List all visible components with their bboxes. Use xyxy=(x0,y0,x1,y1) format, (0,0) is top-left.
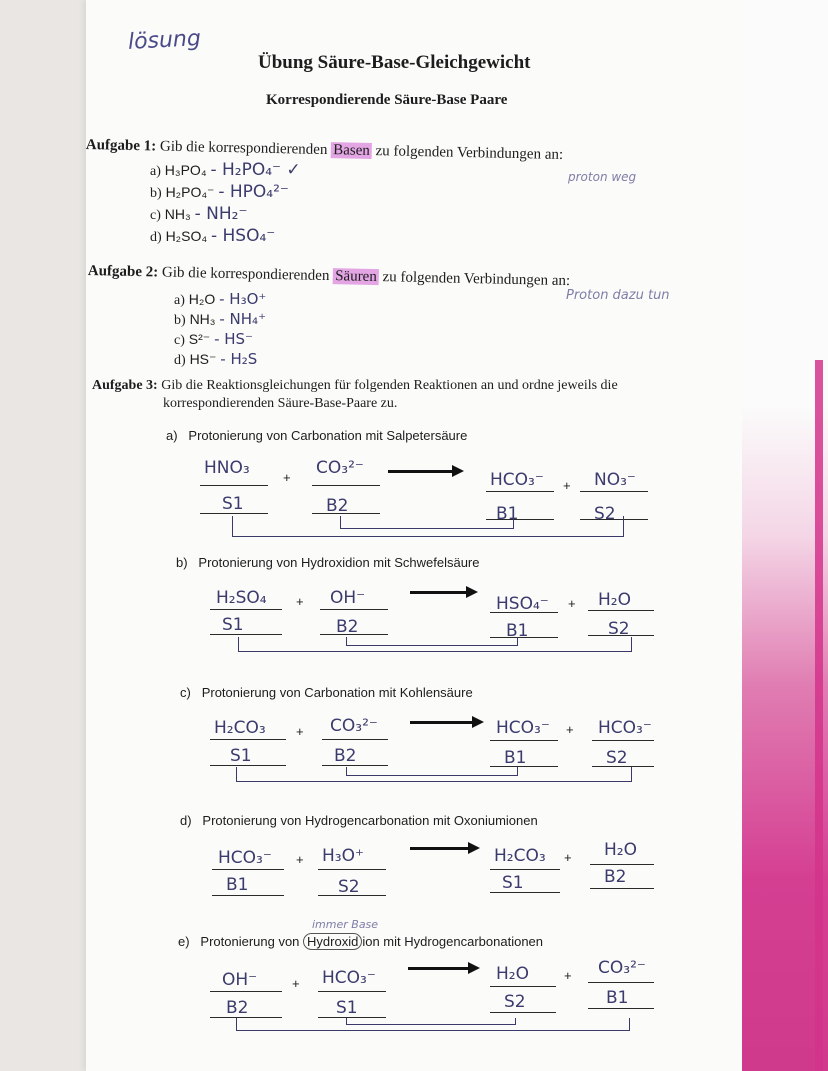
reaction-arrow xyxy=(410,721,474,724)
reactant-1: HCO₃⁻ xyxy=(218,848,272,868)
product-2: CO₃²⁻ xyxy=(598,958,646,978)
item-compound: HS⁻ xyxy=(189,351,217,367)
task2-item-b xyxy=(174,310,266,329)
handwritten-title: lösung xyxy=(127,26,202,55)
reaction-a-heading xyxy=(166,428,467,443)
answer-line xyxy=(490,1012,556,1013)
reaction-arrow xyxy=(410,591,468,594)
plus-sign: + xyxy=(563,478,571,493)
reaction-e-heading xyxy=(178,934,543,949)
pair-label: S1 xyxy=(336,998,358,1018)
reaction-label: c) xyxy=(180,685,191,700)
answer-line xyxy=(486,491,554,492)
answer-line xyxy=(210,739,286,740)
answer-line xyxy=(588,635,654,636)
answer-line xyxy=(588,982,654,983)
task3-text-line1: Gib die Reaktionsgleichungen für folgenden Reaktionen an und ordne jeweils die xyxy=(161,378,618,393)
answer-line xyxy=(210,991,282,992)
answer-line xyxy=(320,609,388,610)
answer-line xyxy=(210,765,286,766)
task2-note: Proton dazu tun xyxy=(566,288,670,303)
item-answer: - NH₂⁻ xyxy=(194,204,248,224)
plus-sign: + xyxy=(283,470,291,485)
pair-label: B2 xyxy=(226,998,249,1018)
reaction-e-note: immer Base xyxy=(312,918,379,931)
page-subtitle: Korrespondierende Säure-Base Paare xyxy=(266,92,508,108)
task1-note: proton weg xyxy=(568,170,637,184)
task2-text-after: zu folgenden Verbindungen an: xyxy=(382,269,571,290)
product-1: HSO₄⁻ xyxy=(496,594,549,614)
plus-sign: + xyxy=(296,594,304,609)
answer-line xyxy=(590,888,654,889)
item-compound: H₃PO₄ xyxy=(164,162,207,178)
answer-line xyxy=(490,892,560,893)
answer-line xyxy=(318,895,386,896)
reaction-c-heading xyxy=(180,685,473,700)
reaction-label: e) xyxy=(178,934,190,949)
reaction-title: Protonierung von Carbonation mit Kohlensäure xyxy=(201,685,473,700)
product-2: NO₃⁻ xyxy=(594,470,636,490)
product-2: H₂O xyxy=(598,590,631,610)
answer-line xyxy=(212,895,284,896)
item-label: c) xyxy=(174,333,185,348)
pair-bracket xyxy=(346,637,518,646)
task1-item-b xyxy=(150,182,289,202)
pair-label: S2 xyxy=(608,619,630,639)
item-compound: NH₃ xyxy=(164,206,191,222)
item-label: a) xyxy=(150,164,161,179)
reaction-title-after: ion mit Hydrogencarbonationen xyxy=(362,934,544,949)
task3-label: Aufgabe 3: xyxy=(92,378,158,393)
task2-item-c xyxy=(174,330,253,349)
pair-label: B2 xyxy=(326,496,349,516)
pair-label: B1 xyxy=(606,988,629,1008)
answer-line xyxy=(322,739,388,740)
pair-label: S2 xyxy=(504,992,526,1012)
answer-line xyxy=(318,869,386,870)
pair-label: B2 xyxy=(336,617,359,637)
reaction-title: Protonierung von Hydrogencarbonation mit Oxoniumionen xyxy=(202,813,538,828)
reactant-2: CO₃²⁻ xyxy=(316,458,364,478)
reactant-1: HNO₃ xyxy=(204,458,250,478)
pair-label: B1 xyxy=(226,875,249,895)
answer-line xyxy=(320,634,388,635)
reaction-arrow xyxy=(410,847,470,850)
pair-label: B2 xyxy=(334,746,357,766)
pair-bracket xyxy=(346,1018,516,1025)
reaction-d-heading xyxy=(180,813,538,828)
reaction-title-before: Protonierung von xyxy=(200,934,300,949)
item-answer: - H₂PO₄⁻ ✓ xyxy=(210,160,301,180)
item-answer: - H₂S xyxy=(220,350,258,368)
plus-sign: + xyxy=(566,722,574,737)
item-label: a) xyxy=(174,293,185,308)
item-compound: H₂O xyxy=(188,291,216,307)
item-answer: - H₃O⁺ xyxy=(219,290,267,308)
plus-sign: + xyxy=(292,976,300,991)
pair-label: S2 xyxy=(338,877,360,897)
answer-line xyxy=(490,612,558,613)
answer-line xyxy=(580,491,648,492)
answer-line xyxy=(592,740,654,741)
answer-line xyxy=(590,864,654,865)
answer-line xyxy=(322,765,388,766)
item-answer: - NH₄⁺ xyxy=(219,310,266,328)
pair-label: B1 xyxy=(496,504,519,524)
pair-bracket xyxy=(346,767,518,776)
pair-bracket xyxy=(340,516,514,529)
task1-item-a xyxy=(150,160,301,180)
item-compound: H₂SO₄ xyxy=(165,228,208,244)
task2-highlight: Säuren xyxy=(334,268,377,286)
reaction-title: Protonierung von Carbonation mit Salpetersäure xyxy=(188,428,468,443)
pair-label: S1 xyxy=(222,615,244,635)
product-1: HCO₃⁻ xyxy=(490,470,544,490)
pair-label: S1 xyxy=(502,873,524,893)
item-compound: S²⁻ xyxy=(188,331,211,347)
answer-line xyxy=(200,485,268,486)
answer-line xyxy=(312,513,380,514)
task1-item-d xyxy=(150,226,275,246)
item-label: d) xyxy=(150,230,162,245)
item-label: c) xyxy=(150,208,161,223)
item-label: d) xyxy=(174,353,186,368)
item-answer: - HPO₄²⁻ xyxy=(218,182,289,202)
answer-line xyxy=(490,869,560,870)
page-title: Übung Säure-Base-Gleichgewicht xyxy=(258,52,531,73)
plus-sign: + xyxy=(296,724,304,739)
pair-label: B2 xyxy=(604,867,627,887)
item-compound: NH₃ xyxy=(189,311,216,327)
plus-sign: + xyxy=(564,968,572,983)
task3-text-line2: korrespondierenden Säure-Base-Paare zu. xyxy=(163,396,398,411)
answer-line xyxy=(588,610,654,611)
reaction-label: d) xyxy=(180,813,192,828)
task1-label: Aufgabe 1: xyxy=(85,137,157,155)
item-answer: - HSO₄⁻ xyxy=(210,226,276,246)
reactant-2: HCO₃⁻ xyxy=(322,968,376,988)
pair-label: B1 xyxy=(506,621,529,641)
reaction-label: b) xyxy=(176,555,188,570)
product-2: HCO₃⁻ xyxy=(598,718,652,738)
answer-line xyxy=(588,1008,654,1009)
reaction-b-heading xyxy=(176,555,480,570)
reactant-2: CO₃²⁻ xyxy=(330,716,378,736)
item-compound: H₂PO₄⁻ xyxy=(165,184,215,200)
pair-label: S2 xyxy=(594,504,616,524)
reaction-title-circled: Hydroxid xyxy=(303,933,362,950)
pair-label: S1 xyxy=(230,746,252,766)
pair-label: S1 xyxy=(222,494,244,514)
pair-label: S2 xyxy=(606,748,628,768)
answer-line xyxy=(318,991,386,992)
task2-item-a xyxy=(174,290,266,309)
task2-label: Aufgabe 2: xyxy=(87,263,159,281)
task1-item-c xyxy=(150,204,247,224)
product-1: H₂CO₃ xyxy=(494,846,546,866)
reactant-2: OH⁻ xyxy=(330,588,366,608)
answer-line xyxy=(490,986,556,987)
answer-line xyxy=(490,740,558,741)
reactant-2: H₃O⁺ xyxy=(322,846,364,866)
answer-line xyxy=(210,634,282,635)
product-1: HCO₃⁻ xyxy=(496,718,550,738)
reaction-label: a) xyxy=(166,428,178,443)
background-pink-stripe xyxy=(815,360,823,1071)
reactant-1: H₂SO₄ xyxy=(216,588,267,608)
answer-line xyxy=(210,609,282,610)
task3-instruction xyxy=(92,378,618,394)
product-1: H₂O xyxy=(496,964,529,984)
answer-line xyxy=(212,869,284,870)
reaction-arrow xyxy=(388,470,454,473)
task2-text-before: Gib die korrespondierenden xyxy=(161,264,330,285)
item-answer: - HS⁻ xyxy=(214,330,253,348)
answer-line xyxy=(200,513,268,514)
answer-line xyxy=(312,485,380,486)
task1-highlight: Basen xyxy=(332,142,370,159)
reaction-arrow xyxy=(408,967,470,970)
reactant-1: H₂CO₃ xyxy=(214,718,266,738)
plus-sign: + xyxy=(296,852,304,867)
task2-item-d xyxy=(174,350,257,369)
plus-sign: + xyxy=(564,850,572,865)
pair-label: B1 xyxy=(504,748,527,768)
task1-text-after: zu folgenden Verbindungen an: xyxy=(375,143,564,163)
item-label: b) xyxy=(174,313,186,328)
item-label: b) xyxy=(150,186,162,201)
task1-text-before: Gib die korrespondierenden xyxy=(159,138,328,159)
plus-sign: + xyxy=(568,596,576,611)
product-2: H₂O xyxy=(604,840,637,860)
reaction-title: Protonierung von Hydroxidion mit Schwefelsäure xyxy=(198,555,480,570)
reactant-1: OH⁻ xyxy=(222,970,258,990)
